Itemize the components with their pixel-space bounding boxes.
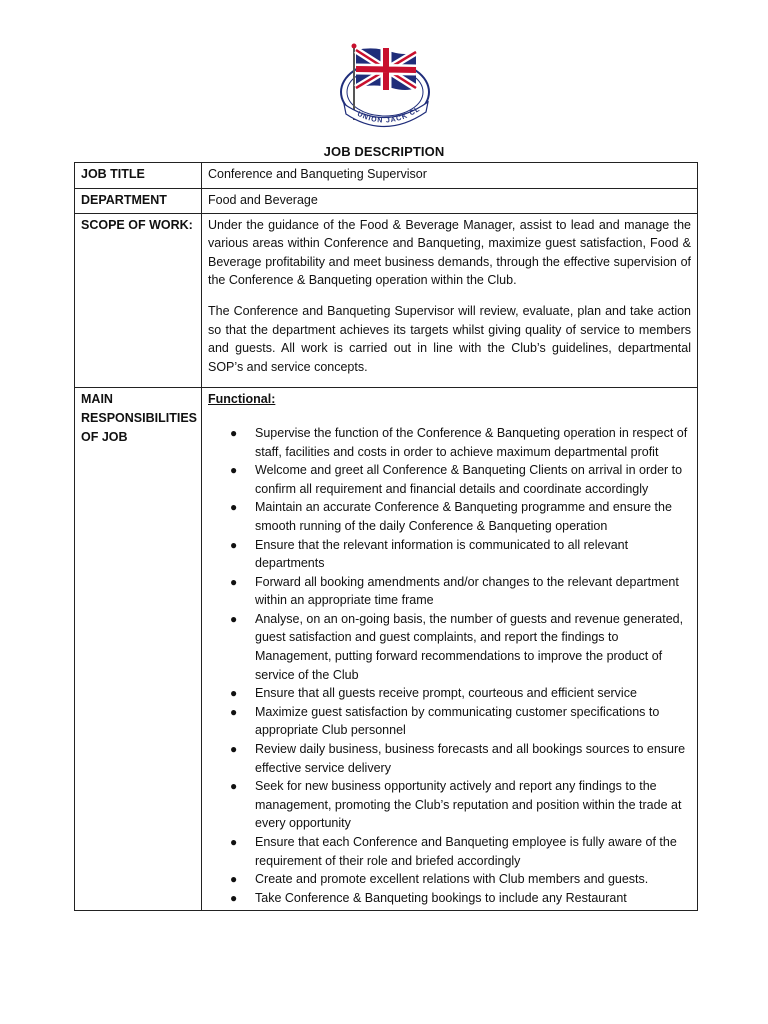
job-description-table (74, 162, 698, 911)
scope-paragraph: Under the guidance of the Food & Beverage Manager, assist to lead and manage the various areas within Conference and Banqueting, maximize guest satisfaction, Food & Beverage profitability and meet business demands, through the effective supervision of the Conference & Banqueting operation within the Club. (208, 217, 691, 288)
list-item-text: Ensure that all guests receive prompt, courteous and efficient service (255, 686, 637, 701)
functional-heading: Functional: (208, 392, 276, 407)
bullet-icon: ● (230, 611, 238, 626)
bullet-icon: ● (230, 425, 238, 440)
bullet-icon: ● (230, 835, 238, 849)
list-item-text: Seek for new business opportunity actively and report any findings to the management, promoting the Club’s reputation and position within the trade at every opportunity (255, 779, 682, 831)
list-item-text: Ensure that each Conference and Banqueting employee is fully aware of the requirement of their role and briefed accordingly (255, 835, 677, 868)
bullet-icon: ● (230, 872, 238, 887)
list-item (230, 573, 691, 610)
table-row-job-title (75, 163, 698, 189)
logo-text: UNION JACK CL (355, 105, 422, 125)
union-jack-flag-icon (330, 40, 440, 132)
responsibilities-label (75, 388, 202, 911)
list-item (230, 461, 691, 498)
bullet-icon: ● (230, 704, 238, 719)
list-item (230, 703, 691, 740)
list-item (230, 424, 691, 461)
list-item (230, 610, 691, 684)
list-item-text: Supervise the function of the Conference & Banqueting operation in respect of staff, facilities and costs in order to achieve maximum departmental profit (255, 425, 688, 459)
list-item-text: Ensure that the relevant information is communicated to all relevant departments (255, 537, 629, 571)
bullet-icon: ● (230, 463, 238, 478)
bullet-icon: ● (230, 779, 238, 794)
list-item (230, 833, 691, 870)
list-item-text: Forward all booking amendments and/or changes to the relevant department within an appropriate time frame (255, 574, 679, 608)
list-item (230, 870, 691, 889)
table-row-department (75, 189, 698, 214)
list-item-text: Take Conference & Banqueting bookings to include any Restaurant (255, 890, 627, 905)
scope-value (202, 213, 698, 388)
responsibilities-list (208, 424, 691, 907)
department-label: DEPARTMENT (75, 189, 202, 214)
responsibilities-label-line: MAIN (81, 392, 113, 407)
job-title-label: JOB TITLE (75, 163, 202, 189)
list-item-text: Create and promote excellent relations with Club members and guests. (255, 872, 649, 887)
bullet-icon: ● (230, 500, 238, 515)
union-jack-club-logo (330, 40, 440, 132)
list-item (230, 684, 691, 703)
list-item (230, 740, 691, 777)
document-heading: JOB DESCRIPTION (323, 144, 445, 159)
scope-paragraph: The Conference and Banqueting Supervisor will review, evaluate, plan and take action so that the department achieves its targets whilst giving quality of service to members and guests. All work is carried out in line with the Club’s guidelines, departmental SOP’s and service concepts. (208, 303, 691, 374)
table-row-scope (75, 213, 698, 388)
list-item (230, 777, 691, 833)
list-item (230, 889, 691, 908)
list-item-text: Welcome and greet all Conference & Banqueting Clients on arrival in order to confirm all requirement and financial details and coordinate accordingly (255, 463, 683, 496)
list-item (230, 498, 691, 535)
list-item-text: Analyse, on an on-going basis, the number of guests and revenue generated, guest satisfaction and guest complaints, and report the findings to Management, putting forward recommendations to improve the product of service of the Club (255, 611, 684, 682)
job-title-value: Conference and Banqueting Supervisor (202, 163, 698, 189)
scope-label: SCOPE OF WORK: (75, 213, 202, 388)
responsibilities-label-line: RESPONSIBILITIES (81, 410, 197, 425)
department-value: Food and Beverage (202, 189, 698, 214)
responsibilities-label-line: OF JOB (81, 429, 128, 444)
bullet-icon: ● (230, 890, 238, 905)
list-item-text: Maintain an accurate Conference & Banqueting programme and ensure the smooth running of the daily Conference & Banqueting operation (255, 500, 672, 533)
list-item (230, 536, 691, 573)
bullet-icon: ● (230, 574, 238, 589)
table-row-responsibilities (75, 388, 698, 911)
bullet-icon: ● (230, 742, 238, 757)
bullet-icon: ● (230, 686, 238, 701)
bullet-icon: ● (230, 537, 238, 552)
responsibilities-value (202, 388, 698, 911)
list-item-text: Maximize guest satisfaction by communicating customer specifications to appropriate Club personnel (255, 704, 660, 738)
list-item-text: Review daily business, business forecasts and all bookings sources to ensure effective service delivery (255, 742, 686, 775)
